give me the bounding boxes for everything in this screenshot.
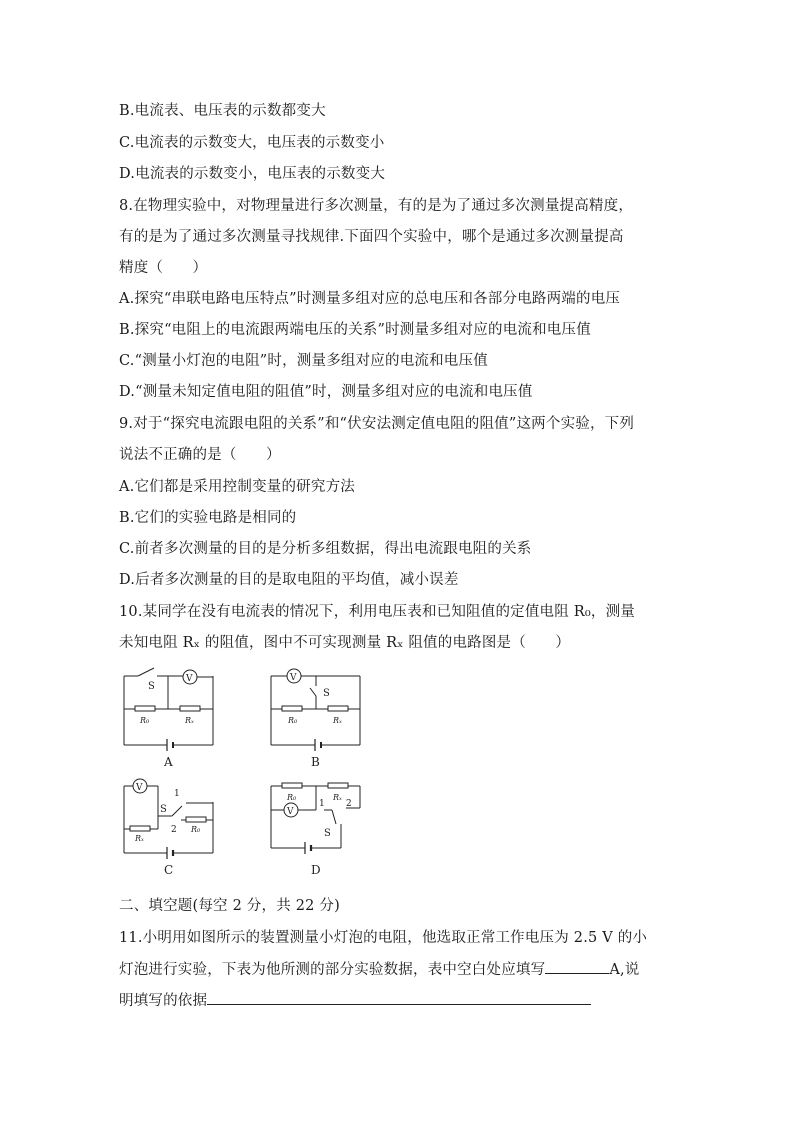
resistor-r0-a xyxy=(135,706,155,711)
voltmeter-label-c: V xyxy=(136,783,143,793)
q9-option-d: D.后者多次测量的目的是取电阻的平均值，减小误差 xyxy=(119,572,459,588)
circuit-b-label: B xyxy=(311,755,320,769)
q9-option-c: C.前者多次测量的目的是分析多组数据，得出电流跟电阻的关系 xyxy=(119,541,532,557)
q11-line3-text: 明填写的依据 xyxy=(119,993,208,1009)
resistor-r0-d xyxy=(282,783,302,788)
rx-label-c: Rₓ xyxy=(135,834,144,843)
q7-option-d: D.电流表的示数变小，电压表的示数变大 xyxy=(119,166,386,182)
r0-label-a: R₀ xyxy=(140,716,150,725)
q8-option-c: C.“测量小灯泡的电阻”时，测量多组对应的电流和电压值 xyxy=(119,353,488,369)
q10-stem-line1: 10.某同学在没有电流表的情况下，利用电压表和已知阻值的定值电阻 R₀，测量 xyxy=(119,604,635,620)
switch-label-d: S xyxy=(324,828,331,839)
q8-stem-line1: 8.在物理实验中，对物理量进行多次测量，有的是为了通过多次测量提高精度， xyxy=(119,198,634,214)
resistor-rx-d xyxy=(328,783,348,788)
resistor-rx-b xyxy=(328,706,348,711)
voltmeter-label-a: V xyxy=(186,674,193,684)
q9-option-a: A.它们都是采用控制变量的研究方法 xyxy=(119,479,355,495)
section-2-heading: 二、填空题(每空 2 分，共 22 分) xyxy=(119,898,340,914)
resistor-r0-b xyxy=(282,706,302,711)
pos2-label-d: 2 xyxy=(346,799,352,809)
voltmeter-label-d: V xyxy=(287,807,294,817)
q8-stem-line2: 有的是为了通过多次测量寻找规律.下面四个实验中，哪个是通过多次测量提高 xyxy=(119,229,624,245)
r0-label-d: R₀ xyxy=(287,793,297,802)
q11-answer-blank-1[interactable] xyxy=(545,959,609,974)
rx-label-d: Rₓ xyxy=(333,793,342,802)
q11-stem-line1: 11.小明用如图所示的装置测量小灯泡的电阻，他选取正常工作电压为 2.5 V 的小 xyxy=(119,930,648,946)
pos1-label-d: 1 xyxy=(319,799,325,809)
circuit-c-label: C xyxy=(164,863,174,877)
pos2-label-c: 2 xyxy=(171,825,177,835)
q7-option-c: C.电流表的示数变大，电压表的示数变小 xyxy=(119,135,385,151)
q9-stem-line2: 说法不正确的是（ ） xyxy=(119,447,281,463)
circuit-a-label: A xyxy=(164,755,173,769)
rx-label-b: Rₓ xyxy=(333,716,342,725)
q11-stem-line3 xyxy=(119,990,591,1011)
rx-label-a: Rₓ xyxy=(185,716,194,725)
q8-stem-line3: 精度（ ） xyxy=(119,260,208,276)
r0-label-c: R₀ xyxy=(191,825,201,834)
resistor-r0-c xyxy=(186,817,206,822)
switch-label-b: S xyxy=(323,688,330,699)
q8-option-b: B.探究“电阻上的电流跟两端电压的关系”时测量多组对应的电流和电压值 xyxy=(119,322,591,338)
q10-stem-line2: 未知电阻 Rₓ 的阻值，图中不可实现测量 Rₓ 阻值的电路图是（ ） xyxy=(119,635,571,651)
pos1-label-c: 1 xyxy=(174,789,180,799)
resistor-rx-c xyxy=(130,826,150,831)
circuit-d-label: D xyxy=(311,863,321,877)
circuit-diagrams-svg xyxy=(110,660,390,880)
switch-label-a: S xyxy=(148,681,155,692)
resistor-rx-a xyxy=(180,706,200,711)
switch-label-c: S xyxy=(160,804,167,815)
voltmeter-label-b: V xyxy=(290,673,297,683)
q8-option-d: D.“测量未知定值电阻的阻值”时，测量多组对应的电流和电压值 xyxy=(119,384,533,400)
q11-stem-line2 xyxy=(119,959,640,980)
q11-answer-blank-2[interactable] xyxy=(207,990,591,1005)
q9-option-b: B.它们的实验电路是相同的 xyxy=(119,510,297,526)
q11-line2-tail: A,说 xyxy=(609,962,640,978)
circuit-diagrams xyxy=(110,660,390,880)
circuit-d xyxy=(271,786,360,848)
q11-line2-text: 灯泡进行实验，下表为他所测的部分实验数据，表中空白处应填写 xyxy=(119,962,546,978)
q8-option-a: A.探究“串联电路电压特点”时测量多组对应的总电压和各部分电路两端的电压 xyxy=(119,291,621,307)
q9-stem-line1: 9.对于“探究电流跟电阻的关系”和“伏安法测定值电阻的阻值”这两个实验，下列 xyxy=(119,416,635,432)
r0-label-b: R₀ xyxy=(288,716,298,725)
q7-option-b: B.电流表、电压表的示数都变大 xyxy=(119,103,326,119)
